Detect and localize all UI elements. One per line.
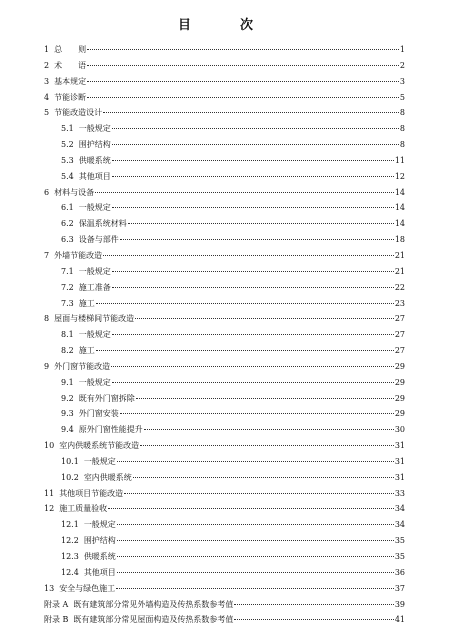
toc-entry-title: 施工 (78, 298, 95, 308)
toc-dot-leader (112, 271, 394, 272)
toc-entry-page-number: 21 (394, 266, 405, 276)
toc-entry-number: 5 (44, 108, 50, 118)
toc-dot-leader (87, 65, 399, 66)
toc-entry (44, 422, 405, 438)
toc-entry-number: 12 (44, 504, 55, 514)
toc-dot-leader (111, 366, 394, 367)
toc-entry-title: 其他项目 (78, 171, 111, 181)
toc-dot-leader (124, 493, 394, 494)
toc-entry-page-number: 14 (394, 203, 405, 213)
toc-dot-leader (135, 318, 394, 319)
toc-entry-number: 10.2 (61, 472, 79, 482)
toc-entry (44, 454, 405, 470)
toc-entry-title: 外门窗节能改造 (54, 361, 111, 371)
toc-entry-title: 屋面与楼梯间节能改造 (54, 314, 135, 324)
toc-dot-leader (117, 461, 394, 462)
toc-entry-title: 术 语 (54, 60, 87, 70)
toc-entry (44, 90, 405, 106)
toc-entry-number: 4 (44, 92, 50, 102)
toc-entry-number: 9.3 (61, 409, 74, 419)
toc-entry-number: 9.2 (61, 393, 74, 403)
toc-entry-title: 原外门窗性能提升 (78, 425, 143, 435)
toc-entry (44, 438, 405, 454)
toc-dot-leader (112, 207, 394, 208)
toc-dot-leader (140, 445, 394, 446)
toc-entry-title: 一般规定 (78, 377, 111, 387)
toc-entry-number: 9.1 (61, 377, 74, 387)
toc-entry (44, 391, 405, 407)
toc-entry (44, 597, 405, 613)
toc-entry-page-number: 29 (394, 393, 405, 403)
toc-entry-title: 节能改造设计 (54, 108, 103, 118)
toc-entry-title: 外墙节能改造 (54, 250, 103, 260)
toc-entry (44, 137, 405, 153)
toc-entry-number: 7 (44, 250, 50, 260)
toc-entry-page-number: 14 (394, 187, 405, 197)
toc-entry-page-number: 34 (394, 520, 405, 530)
toc-entry (44, 470, 405, 486)
toc-dot-leader (144, 429, 394, 430)
toc-dot-leader (103, 112, 399, 113)
toc-entry (44, 486, 405, 502)
toc-entry (44, 311, 405, 327)
toc-entry-page-number: 14 (394, 219, 405, 229)
toc-entry-page-number: 12 (394, 171, 405, 181)
toc-entry-number: 5.3 (61, 155, 74, 165)
toc-entry (44, 549, 405, 565)
toc-entry-page-number: 3 (399, 76, 405, 86)
toc-entry-title: 其他项目节能改造 (59, 488, 124, 498)
toc-entry (44, 248, 405, 264)
toc-dot-leader (95, 192, 394, 193)
toc-entry-title: 其他项目 (83, 567, 116, 577)
toc-dot-leader (103, 255, 394, 256)
toc-entry-number: 6.1 (61, 203, 74, 213)
toc-entry-page-number: 36 (394, 567, 405, 577)
toc-entry-number: 8.2 (61, 346, 74, 356)
toc-entry-page-number: 29 (394, 377, 405, 387)
toc-dot-leader (87, 49, 399, 50)
toc-entry-page-number: 35 (394, 536, 405, 546)
toc-dot-leader (112, 382, 394, 383)
toc-entry-page-number: 18 (394, 235, 405, 245)
toc-dot-leader (108, 508, 394, 509)
toc-entry-title: 外门窗安装 (78, 409, 119, 419)
toc-entry-number: 6.3 (61, 235, 74, 245)
toc-entry (44, 121, 405, 137)
toc-entry (44, 517, 405, 533)
toc-entry-number: 12.4 (61, 567, 79, 577)
toc-entry (44, 565, 405, 581)
toc-dot-leader (112, 160, 394, 161)
toc-entry-number: 2 (44, 60, 50, 70)
toc-entry-number: 附录 A (44, 599, 69, 609)
toc-dot-leader (112, 287, 394, 288)
toc-dot-leader (112, 334, 394, 335)
toc-entry-title: 施工质量验收 (59, 504, 108, 514)
toc-entry-title: 既有建筑部分常见外墙构造及传热系数参考值 (73, 599, 234, 609)
toc-entry-page-number: 39 (394, 599, 405, 609)
toc-entry-title: 保温系统材料 (78, 219, 127, 229)
toc-entry-page-number: 5 (399, 92, 405, 102)
toc-dot-leader (87, 81, 399, 82)
toc-entry (44, 200, 405, 216)
toc-entry-title: 围护结构 (78, 140, 111, 150)
toc-entry-number: 8.1 (61, 330, 74, 340)
toc-dot-leader (87, 97, 399, 98)
toc-entry-page-number: 23 (394, 298, 405, 308)
toc-dot-leader (112, 144, 399, 145)
toc-entry-title: 供暖系统 (78, 155, 111, 165)
toc-entry-title: 施工准备 (78, 282, 111, 292)
toc-dot-leader (234, 619, 393, 620)
toc-entry-number: 5.2 (61, 140, 74, 150)
toc-entry (44, 105, 405, 121)
toc-entry-page-number: 27 (394, 346, 405, 356)
toc-entry (44, 42, 405, 58)
toc-entry-number: 8 (44, 314, 50, 324)
toc-entry-page-number: 30 (394, 425, 405, 435)
toc-entry-title: 室内供暖系统节能改造 (59, 441, 140, 451)
toc-entry (44, 169, 405, 185)
toc-entry-page-number: 33 (394, 488, 405, 498)
toc-entry-title: 节能诊断 (54, 92, 87, 102)
page-title: 目 次 (177, 18, 271, 33)
toc-entry-number: 12.3 (61, 552, 79, 561)
toc-entry-page-number: 8 (399, 108, 405, 118)
toc-dot-leader (136, 398, 394, 399)
toc-entry-number: 5.4 (61, 171, 74, 181)
toc-entry-number: 12.2 (61, 536, 79, 546)
toc-entry-title: 既有建筑部分常见屋面构造及传热系数参考值 (73, 615, 234, 625)
table-of-contents (44, 42, 405, 628)
toc-entry-number: 6 (44, 187, 50, 197)
toc-entry-page-number: 29 (394, 409, 405, 419)
toc-entry-page-number: 37 (394, 583, 405, 593)
toc-entry-number: 7.3 (61, 298, 74, 308)
toc-entry (44, 280, 405, 296)
toc-entry-page-number: 29 (394, 361, 405, 371)
toc-entry-number: 7.1 (61, 266, 74, 276)
toc-entry-title: 施工 (78, 346, 95, 356)
toc-entry-title: 一般规定 (78, 203, 111, 213)
toc-entry-number: 6.2 (61, 219, 74, 229)
toc-entry-page-number: 31 (394, 441, 405, 451)
toc-entry-title: 设备与部件 (78, 235, 119, 245)
toc-entry (44, 264, 405, 280)
toc-dot-leader (128, 223, 394, 224)
toc-dot-leader (116, 588, 394, 589)
toc-entry (44, 216, 405, 232)
toc-dot-leader (117, 540, 394, 541)
toc-entry (44, 581, 405, 597)
toc-entry-number: 9.4 (61, 425, 74, 435)
toc-entry (44, 406, 405, 422)
toc-entry-page-number: 31 (394, 456, 405, 466)
toc-dot-leader (117, 524, 394, 525)
toc-entry (44, 58, 405, 74)
toc-entry-number: 10.1 (61, 456, 79, 466)
toc-entry-number: 3 (44, 76, 50, 86)
toc-entry (44, 533, 405, 549)
toc-entry (44, 296, 405, 312)
toc-entry-page-number: 34 (394, 504, 405, 514)
toc-entry-title: 一般规定 (78, 124, 111, 134)
toc-entry-title: 总 则 (54, 45, 87, 54)
toc-entry-page-number: 27 (394, 314, 405, 324)
toc-entry-number: 5.1 (61, 124, 74, 134)
toc-entry-number: 附录 B (44, 615, 69, 625)
toc-entry-number: 1 (44, 45, 50, 54)
toc-entry-page-number: 31 (394, 472, 405, 482)
toc-dot-leader (234, 604, 393, 605)
toc-entry-page-number: 8 (399, 140, 405, 150)
toc-entry-number: 10 (44, 441, 55, 451)
toc-entry-number: 13 (44, 583, 55, 593)
toc-dot-leader (120, 239, 394, 240)
toc-entry-title: 一般规定 (83, 456, 116, 466)
toc-entry-page-number: 21 (394, 250, 405, 260)
toc-entry-page-number: 11 (394, 155, 405, 165)
toc-entry-page-number: 41 (394, 615, 405, 625)
toc-dot-leader (133, 477, 394, 478)
toc-dot-leader (112, 128, 399, 129)
toc-entry (44, 501, 405, 517)
toc-entry-number: 11 (44, 488, 55, 498)
toc-entry (44, 375, 405, 391)
toc-entry-page-number: 1 (399, 45, 405, 54)
toc-entry (44, 343, 405, 359)
toc-entry-number: 9 (44, 361, 50, 371)
toc-dot-leader (112, 176, 394, 177)
toc-entry-title: 围护结构 (83, 536, 116, 546)
toc-entry-title: 室内供暖系统 (83, 472, 132, 482)
toc-entry (44, 74, 405, 90)
toc-entry-title: 材料与设备 (54, 187, 95, 197)
toc-entry-title: 供暖系统 (83, 552, 116, 561)
toc-dot-leader (96, 303, 394, 304)
toc-entry-title: 一般规定 (83, 520, 116, 530)
toc-entry (44, 327, 405, 343)
toc-entry-page-number: 27 (394, 330, 405, 340)
toc-entry (44, 359, 405, 375)
toc-entry-title: 一般规定 (78, 266, 111, 276)
toc-entry-title: 一般规定 (78, 330, 111, 340)
toc-entry (44, 153, 405, 169)
toc-entry-page-number: 2 (399, 60, 405, 70)
toc-entry-number: 12.1 (61, 520, 79, 530)
toc-entry-page-number: 22 (394, 282, 405, 292)
toc-entry (44, 232, 405, 248)
toc-dot-leader (96, 350, 394, 351)
toc-dot-leader (120, 413, 394, 414)
toc-entry-title: 安全与绿色施工 (59, 583, 116, 593)
toc-entry-page-number: 35 (394, 552, 405, 561)
toc-entry-title: 基本规定 (54, 76, 87, 86)
toc-entry (44, 185, 405, 201)
toc-entry-number: 7.2 (61, 282, 74, 292)
toc-entry-title: 既有外门窗拆除 (78, 393, 135, 403)
toc-dot-leader (117, 572, 394, 573)
toc-dot-leader (117, 556, 394, 557)
toc-entry-page-number: 8 (399, 124, 405, 134)
